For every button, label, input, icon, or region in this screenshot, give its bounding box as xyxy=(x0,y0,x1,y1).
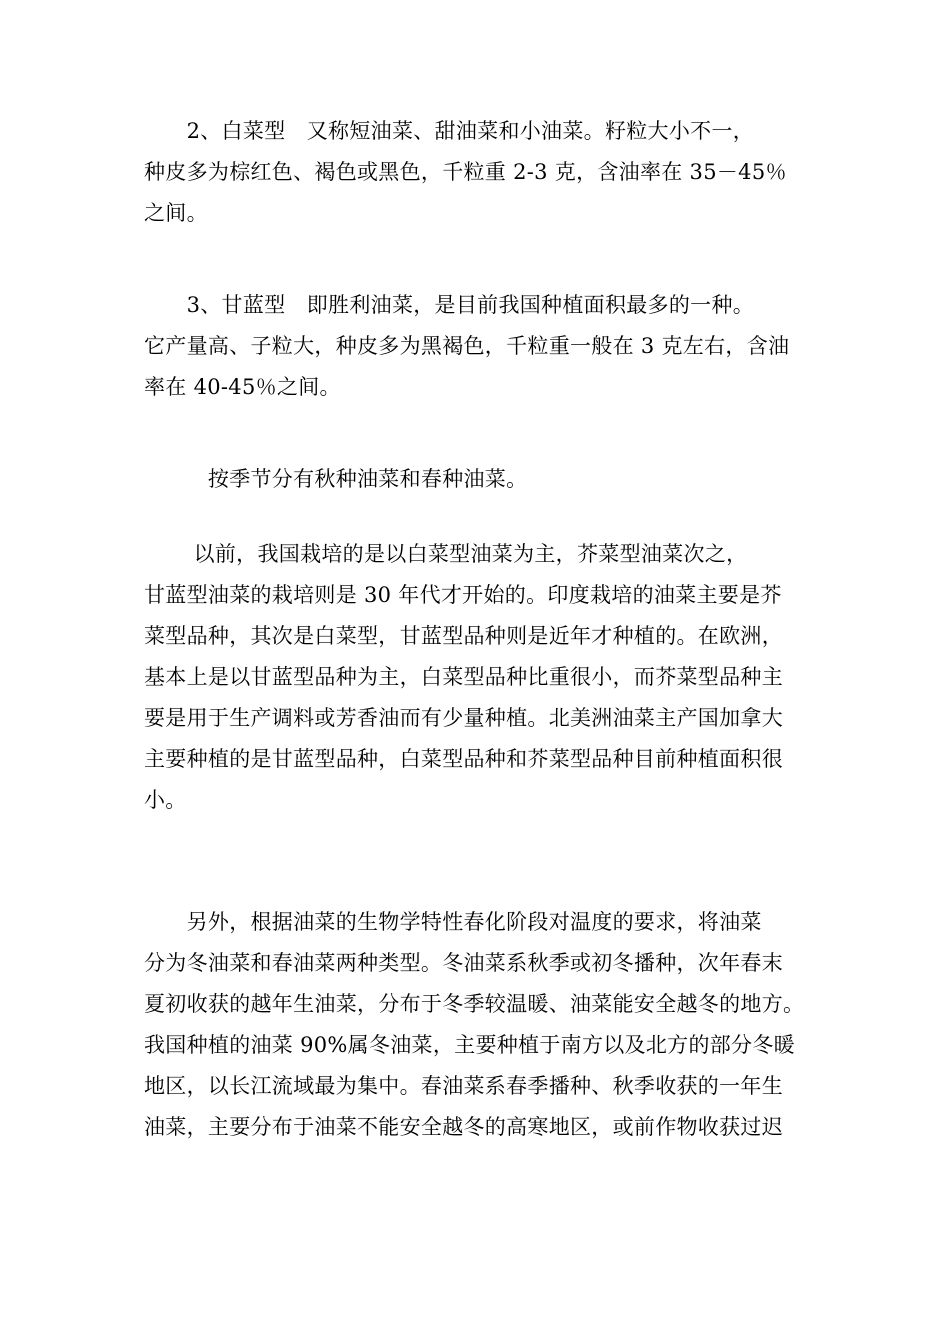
paragraph-winter-spring-rapeseed xyxy=(144,902,814,1148)
text-line: 基本上是以甘蓝型品种为主，白菜型品种比重很小，而芥菜型品种主 xyxy=(144,665,783,689)
paragraph-ganlan-type xyxy=(144,285,814,408)
paragraph-history xyxy=(144,534,814,821)
text-line: 它产量高、子粒大，种皮多为黑褐色，千粒重一般在 3 克左右，含油 xyxy=(144,334,790,358)
text-line: 率在 40-45％之间。 xyxy=(144,375,341,399)
text-line: 主要种植的是甘蓝型品种，白菜型品种和芥菜型品种目前种植面积很 xyxy=(144,747,783,771)
text-line: 2、白菜型 又称短油菜、甜油菜和小油菜。籽粒大小不一， xyxy=(144,119,755,143)
text-line: 要是用于生产调料或芳香油而有少量种植。北美洲油菜主产国加拿大 xyxy=(144,706,783,730)
text-line: 油菜，主要分布于油菜不能安全越冬的高寒地区，或前作物收获过迟 xyxy=(144,1115,783,1139)
text-line: 按季节分有秋种油菜和春种油菜。 xyxy=(144,467,528,491)
text-line: 以前，我国栽培的是以白菜型油菜为主，芥菜型油菜次之， xyxy=(144,542,748,566)
text-line: 菜型品种，其次是白菜型，甘蓝型品种则是近年才种植的。在欧洲， xyxy=(144,624,783,648)
text-line: 甘蓝型油菜的栽培则是 30 年代才开始的。印度栽培的油菜主要是芥 xyxy=(144,583,782,607)
text-line: 之间。 xyxy=(144,201,208,225)
text-line: 地区，以长江流域最为集中。春油菜系春季播种、秋季收获的一年生 xyxy=(144,1074,783,1098)
text-line: 小。 xyxy=(144,788,187,812)
text-line: 分为冬油菜和春油菜两种类型。冬油菜系秋季或初冬播种，次年春末 xyxy=(144,951,783,975)
text-line: 我国种植的油菜 90%属冬油菜，主要种植于南方以及北方的部分冬暖 xyxy=(144,1033,795,1057)
text-line: 3、甘蓝型 即胜利油菜，是目前我国种植面积最多的一种。 xyxy=(144,293,755,317)
text-line: 夏初收获的越年生油菜，分布于冬季较温暖、油菜能安全越冬的地方。 xyxy=(144,992,805,1016)
paragraph-season xyxy=(144,459,814,500)
paragraph-baicai-type xyxy=(144,111,814,234)
text-line: 种皮多为棕红色、褐色或黑色，千粒重 2-3 克，含油率在 35－45％ xyxy=(144,160,787,184)
text-line: 另外，根据油菜的生物学特性春化阶段对温度的要求，将油菜 xyxy=(144,910,762,934)
